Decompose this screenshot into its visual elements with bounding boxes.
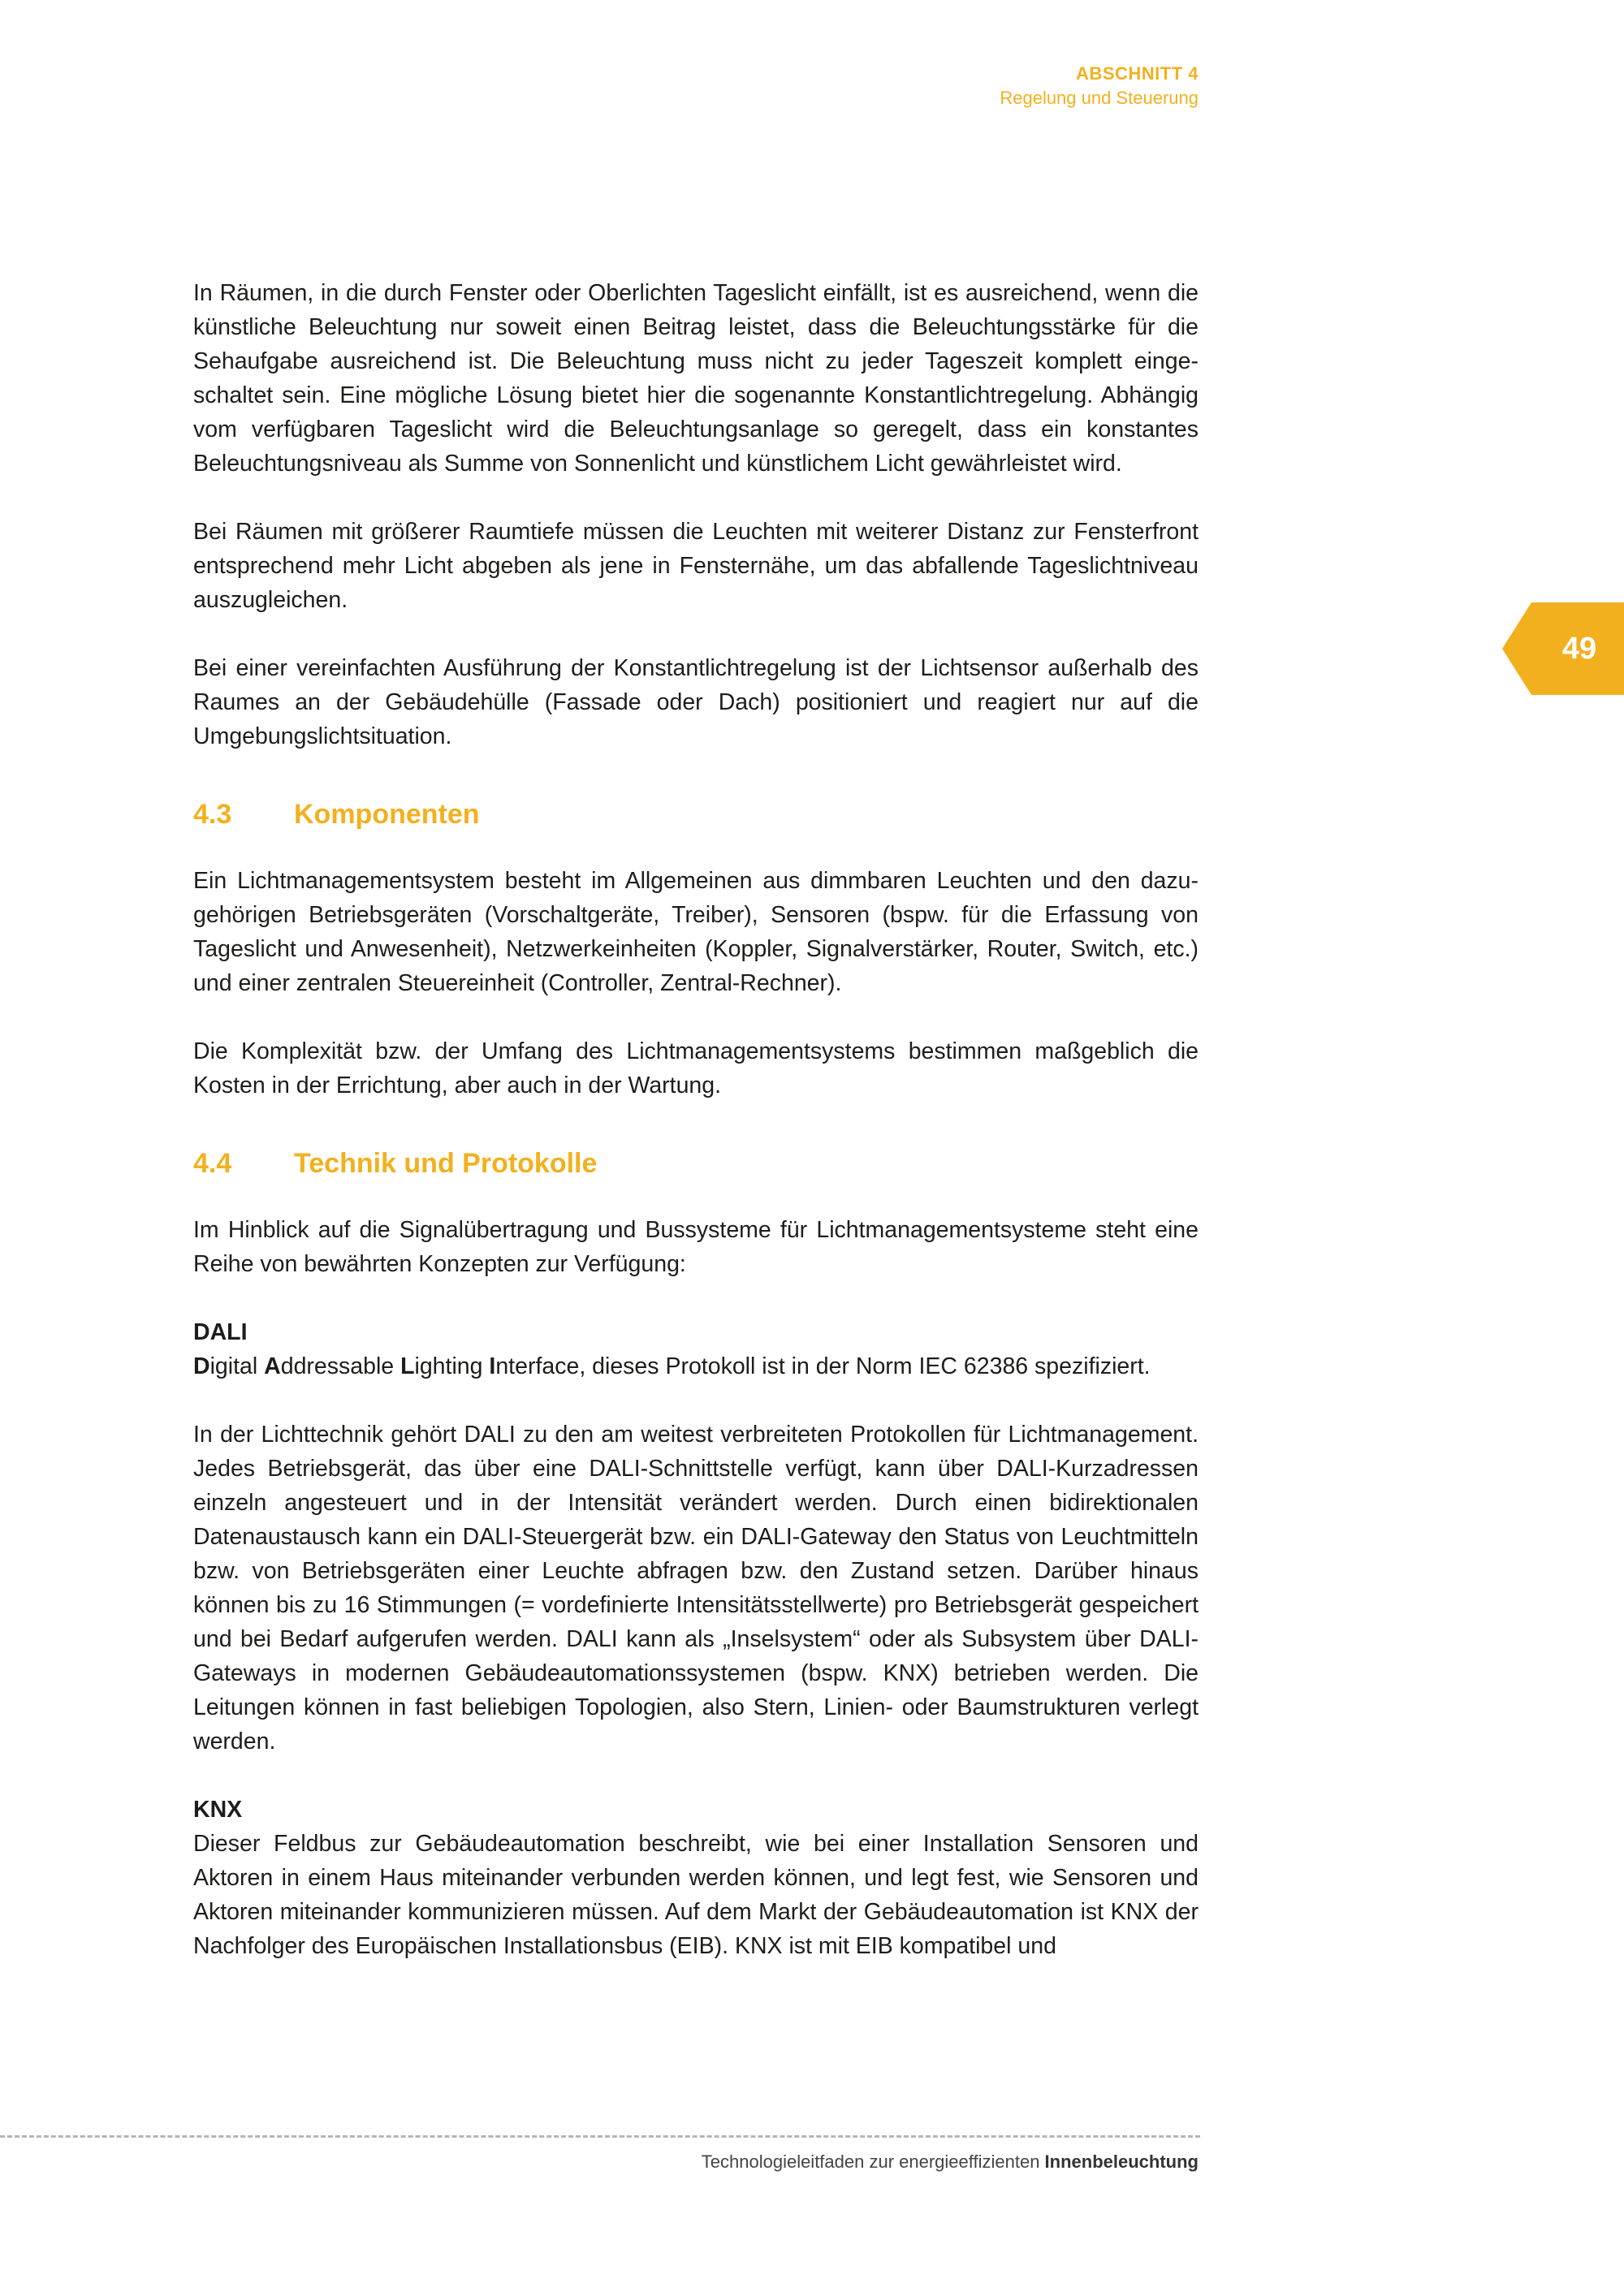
chapter-title: Regelung und Steuerung xyxy=(1000,88,1199,108)
intro-paragraph: In Räumen, in die durch Fenster oder Oberlichten Tageslicht einfällt, ist es ausreichend, wenn die künstliche Beleuchtung nur soweit einen Beitrag leistet, dass die Beleuchtungsstärke für die Sehaufgabe ausreichend ist. Die Beleuchtung muss nicht zu jeder Tageszeit komplett eingeschaltet sein. Eine mögliche Lösung bietet hier die sogenannte Konstantlichtregelung. Abhängig vom verfügbaren Tageslicht wird die Beleuchtungsanlage so geregelt, dass ein konstantes Beleuchtungsniveau als Summe von Sonnenlicht und künstlichem Licht gewährleistet wird. xyxy=(193,280,1199,477)
definition-tail: , dieses Protokoll ist in der Norm IEC 62386 spezifiziert. xyxy=(579,1353,1151,1379)
acronym-rest: nterface xyxy=(495,1353,580,1379)
section-paragraph: Die Komplexität bzw. der Umfang des Lichtmanagementsystems bestimmen maßgeblich die Kosten in der Errichtung, aber auch in der Wartung. xyxy=(193,1038,1199,1098)
acronym-rest: ighting xyxy=(414,1353,490,1379)
footer-divider xyxy=(0,2135,1200,2138)
page-number-tab xyxy=(1502,602,1624,695)
intro-paragraph: Bei einer vereinfachten Ausführung der Konstantlichtregelung ist der Lichtsensor außerhalb des Raumes an der Gebäudehülle (Fassade oder Dach) positioniert und reagiert nur auf die Umgebungslichtsituation. xyxy=(193,655,1199,749)
footer xyxy=(702,2150,1199,2174)
acronym-initial: A xyxy=(264,1353,281,1379)
section-title: Komponenten xyxy=(294,799,480,830)
page-number: 49 xyxy=(1561,632,1597,666)
acronym-initial: I xyxy=(489,1353,496,1379)
section-heading-4-4 xyxy=(193,1145,1199,1182)
dali-definition xyxy=(193,1349,1199,1383)
section-heading-4-3 xyxy=(193,796,1199,833)
acronym-rest: ddressable xyxy=(280,1353,401,1379)
footer-text: Technologieleitfaden zur energieeffizienten xyxy=(701,2151,1045,2172)
section-paragraph: Ein Lichtmanagementsystem besteht im Allgemeinen aus dimmbaren Leuchten und den dazugehörigen Betriebsgeräten (Vorschaltgeräte, Treiber), Sensoren (bspw. für die Erfassung von Tageslicht und Anwesenheit), Netzwerkeinheiten (Koppler, Signalverstärker, Router, Switch, etc.) und einer zentralen Steuereinheit (Controller, Zentral-Rechner). xyxy=(193,868,1199,996)
term-heading-dali: DALI xyxy=(193,1319,248,1345)
running-header xyxy=(1000,62,1199,110)
section-paragraph: Im Hinblick auf die Signalübertragung und Bussysteme für Lichtmanagementsysteme steht eine Reihe von bewährten Konzepten zur Verfügung: xyxy=(193,1217,1199,1277)
acronym-initial: L xyxy=(400,1353,415,1379)
term-heading-knx: KNX xyxy=(193,1797,243,1823)
section-number: 4.4 xyxy=(193,1148,232,1179)
section-number: 4.3 xyxy=(193,799,232,830)
acronym-initial: D xyxy=(193,1353,210,1379)
main-content xyxy=(193,276,1199,1963)
acronym-rest: igital xyxy=(209,1353,265,1379)
knx-body: Dieser Feldbus zur Gebäudeautomation beschreibt, wie bei einer Installation Sensoren und Aktoren in einem Haus miteinander verbunden werden können, und legt fest, wie Sensoren und Aktoren miteinander kommunizieren müssen. Auf dem Markt der Gebäudeautomation ist KNX der Nachfolger des Europäischen Installationsbus (EIB). KNX ist mit EIB kompatibel und xyxy=(193,1831,1199,1959)
dali-body: In der Lichttechnik gehört DALI zu den am weitest verbreiteten Protokollen für Lichtmanagement. Jedes Betriebsgerät, das über eine DALI-Schnittstelle verfügt, kann über DALI-Kurzadressen einzeln angesteuert und in der Intensität verändert werden. Durch einen bidirektionalen Datenaustausch kann ein DALI-Steuergerät bzw. ein DALI-Gateway den Status von Leuchtmitteln bzw. von Betriebsgeräten einer Leuchte abfragen bzw. den Zustand setzen. Darüber hinaus können bis zu 16 Stimmungen (= vordefinierte Intensitätsstellwerte) pro Betriebsgerät gespeichert und bei Bedarf aufgerufen werden. DALI kann als „Inselsystem“ oder als Subsystem über DALI-Gateways in modernen Gebäudeautomationssystemen (bspw. KNX) betrieben werden. Die Leitungen können in fast beliebigen Topologien, also Stern, Linien- oder Baumstrukturen verlegt werden. xyxy=(193,1422,1199,1754)
section-title: Technik und Protokolle xyxy=(294,1148,598,1179)
intro-paragraph: Bei Räumen mit größerer Raumtiefe müssen die Leuchten mit weiterer Distanz zur Fensterfront entsprechend mehr Licht abgeben als jene in Fensternähe, um das abfallende Tageslichtniveau auszugleichen. xyxy=(193,519,1199,613)
chapter-label: ABSCHNITT 4 xyxy=(1076,63,1199,84)
footer-emphasis: Innenbeleuchtung xyxy=(1044,2151,1199,2172)
